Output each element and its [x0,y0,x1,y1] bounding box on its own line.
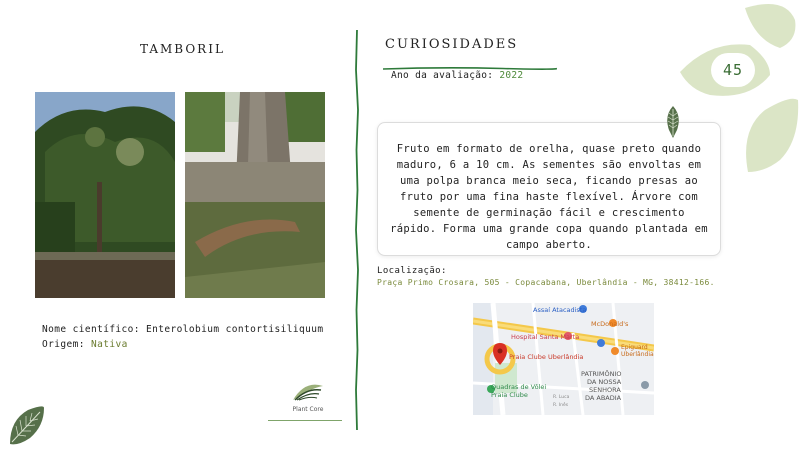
map-label-patrimonio-2: DA NOSSA [587,378,622,386]
logo-leaf-icon [291,382,325,402]
map-label-epiguard-city: Uberlândia [621,351,654,358]
origin-value: Nativa [90,339,128,350]
page-number: 45 [711,53,755,87]
curiosidades-title: CURIOSIDADES [385,37,519,52]
scientific-name-label: Nome científico: [42,324,140,335]
tree-photo-canopy [35,92,175,298]
plant-core-logo [288,382,328,413]
curiosidades-underline [383,55,557,57]
origin-row [42,337,324,352]
description-text: Fruto em formato de orelha, quase preto quando maduro, 6 a 10 cm. As sementes são envoltas em uma polpa branca meio seca, ficando presas ao fruto por uma fina haste flexível. Árvore com semente de germinação fácil e crescimento rápido. Forma uma grande copa quando plantada em campo aberto. [390,143,708,251]
year-label: Ano da avaliação: [391,70,494,81]
logo-underline [268,420,342,421]
scientific-name-row [42,322,324,337]
origin-label: Origem: [42,339,85,350]
map-label-clube: Praia Clube Uberlândia [509,353,584,361]
map-label-street-2: R. Inês [553,403,569,408]
decorative-leaves [670,0,800,180]
location-label: Localização: [377,266,447,276]
year-value: 2022 [499,70,524,81]
evaluation-year [391,70,523,81]
location-map[interactable] [473,303,654,415]
location-address: Praça Primo Crosara, 505 - Copacabana, Uberlândia - MG, 38412-166. [377,278,715,287]
tree-photo-trunk [185,92,325,298]
map-label-assai: Assaí Atacadista [533,306,587,314]
map-label-epiguard: Epiguard [621,344,648,351]
logo-text: Plant Core [292,406,324,413]
map-label-patrimonio-3: SENHORA [589,386,621,394]
map-label-street-1: R. Luca [553,395,570,400]
map-label-hospital: Hospital Santa Marta [511,333,580,341]
leaf-icon-bottom-left [8,406,46,446]
plant-info [42,322,324,352]
map-label-quadras-2: Praia Clube [491,391,528,399]
plant-title: TAMBORIL [140,42,225,56]
map-label-patrimonio-4: DA ABADIA [585,394,622,402]
scientific-name-value: Enterolobium contortisiliquum [146,324,324,335]
page-divider [354,30,360,430]
map-label-patrimonio-1: PATRIMÔNIO [581,370,622,378]
map-label-quadras-1: Quadras de Vôlei [491,383,547,391]
map-label-mcdonalds: McDonald's [591,320,629,328]
